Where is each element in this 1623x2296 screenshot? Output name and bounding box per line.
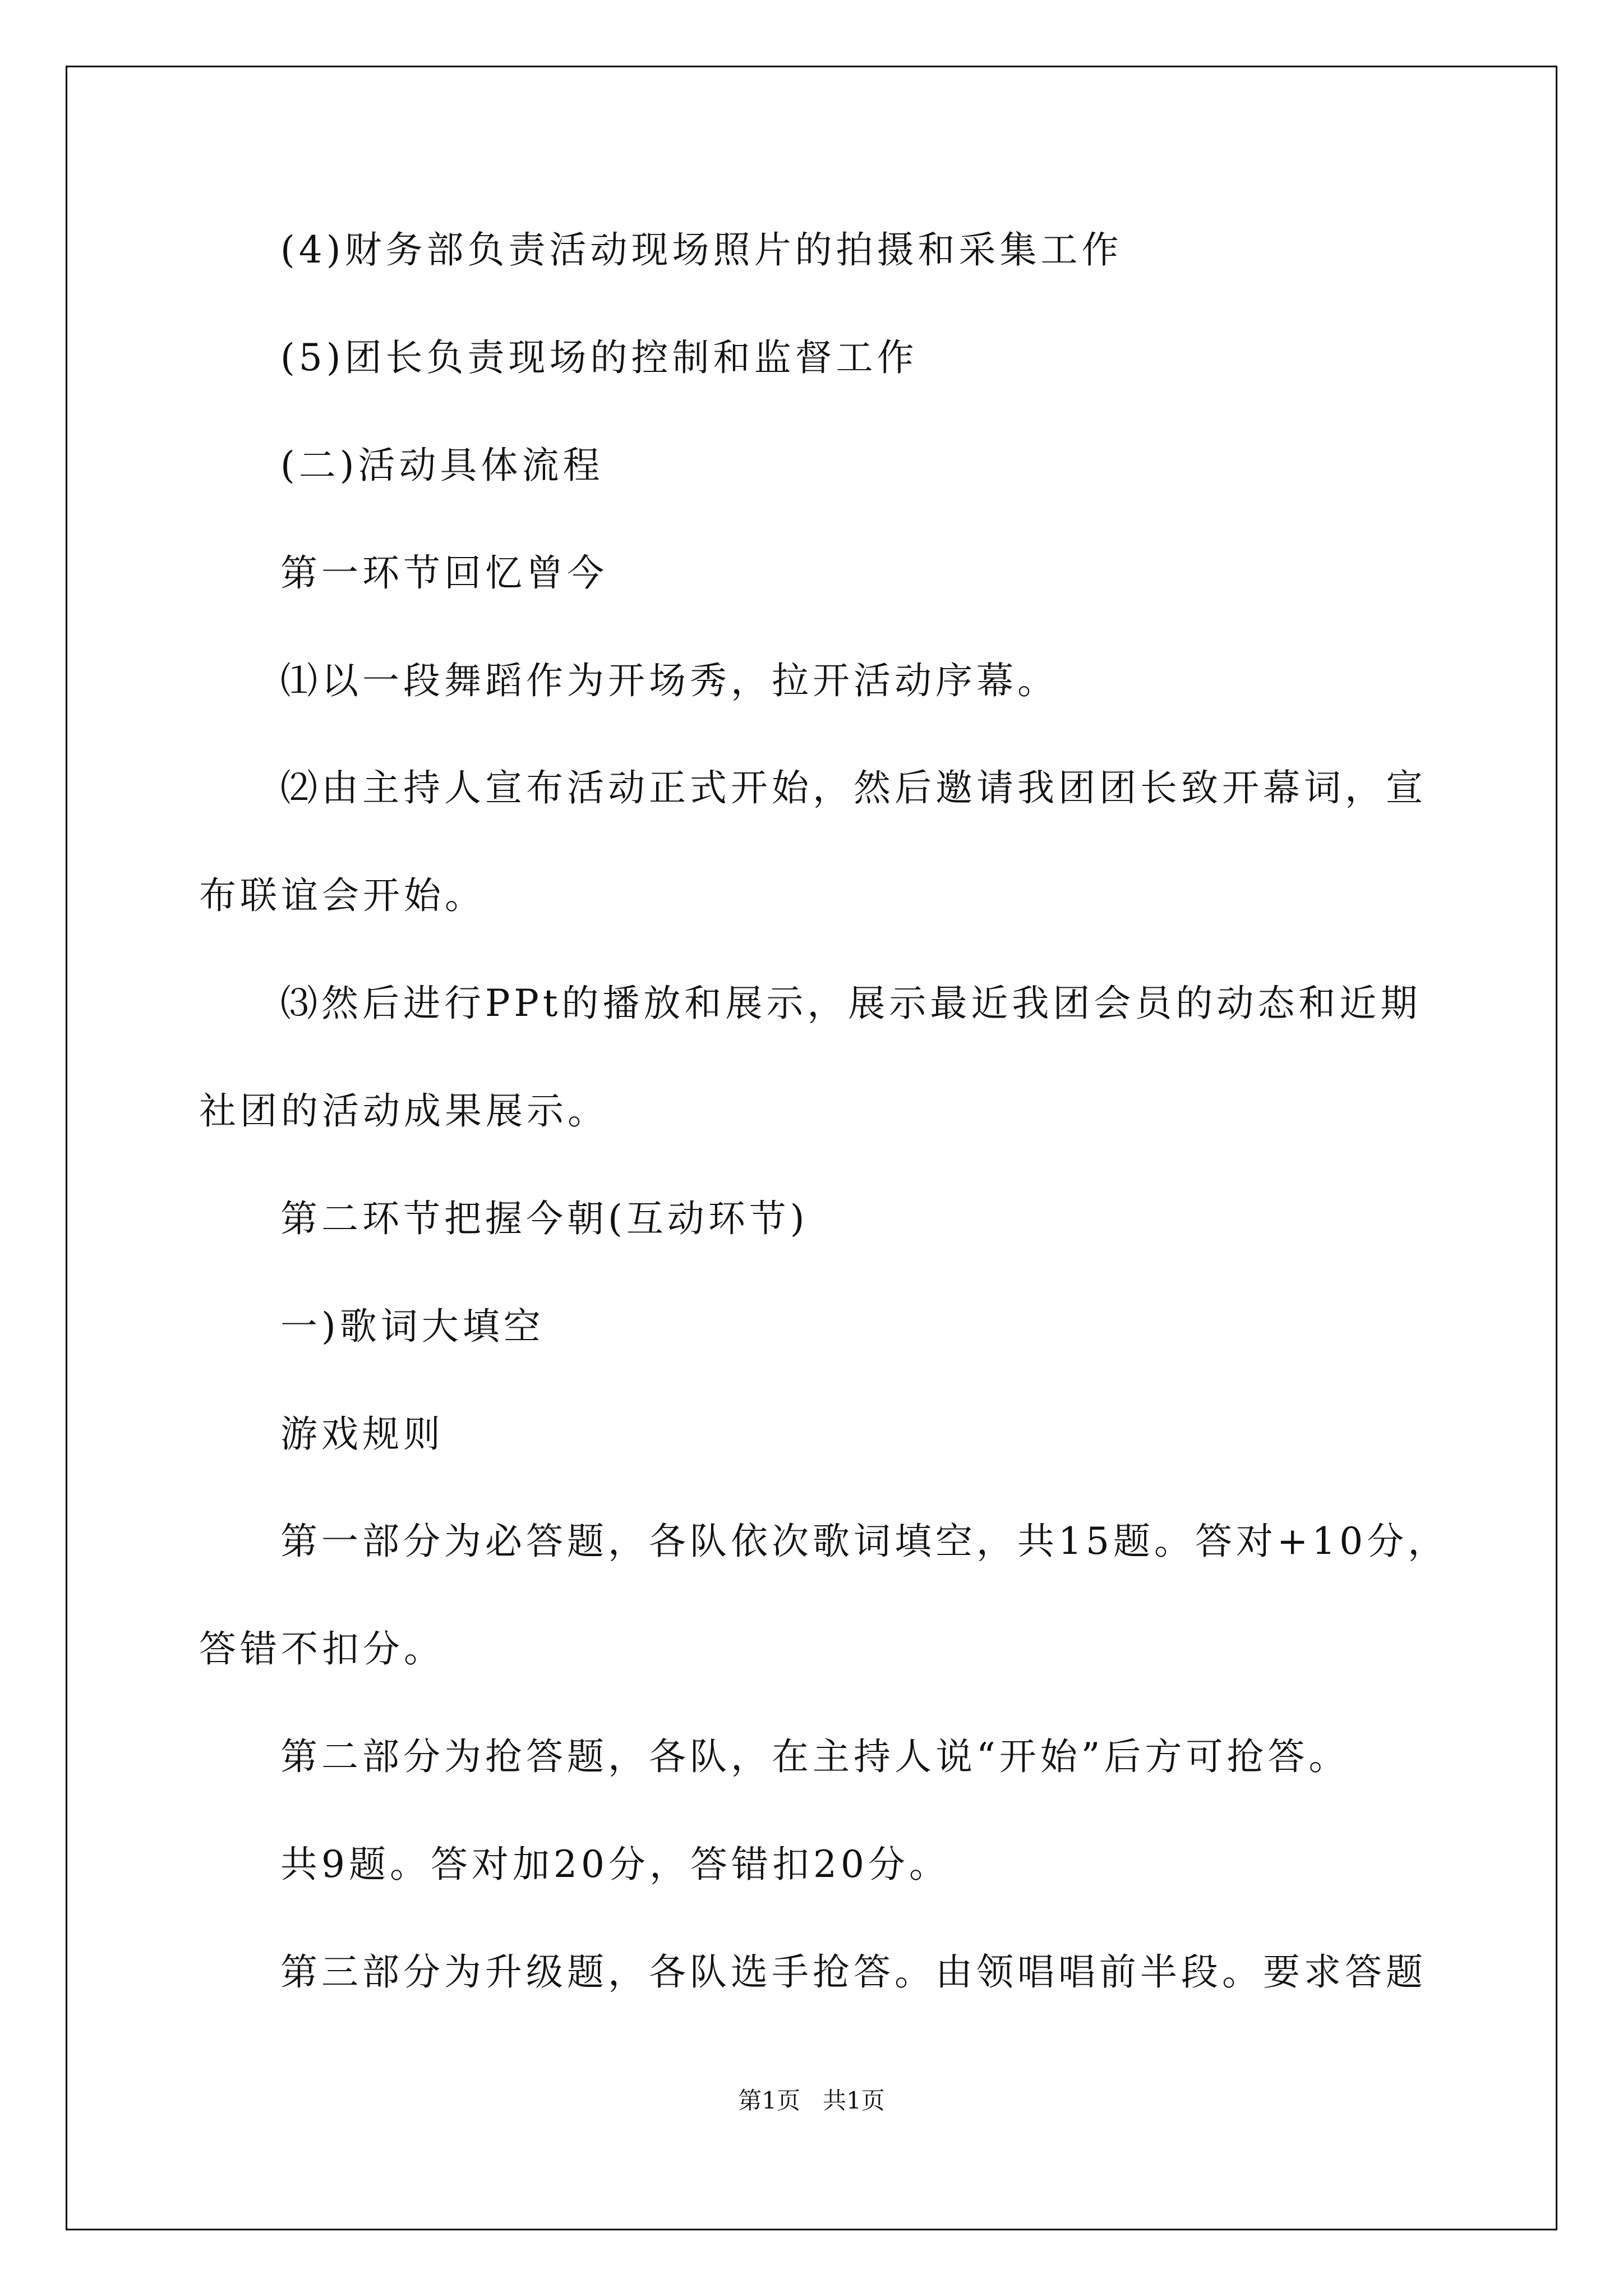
rule-part-two-cont: 共9题。答对加20分，答错扣20分。 xyxy=(280,1843,950,1886)
rule-part-one: 第一部分为必答题，各队依次歌词填空，共15题。答对+10分， xyxy=(280,1520,1449,1563)
line-dance-opening: ⑴以一段舞蹈作为开场秀，拉开活动序幕。 xyxy=(280,659,1058,702)
page-border xyxy=(66,66,1557,2230)
rule-part-two: 第二部分为抢答题，各队，在主持人说“开始”后方可抢答。 xyxy=(280,1735,1350,1778)
page-number-footer: 第1页 共1页 xyxy=(738,2087,885,2114)
stage-two-heading: 第二环节把握今朝(互动环节) xyxy=(280,1197,809,1240)
rule-part-three: 第三部分为升级题，各队选手抢答。由领唱唱前半段。要求答题 xyxy=(280,1950,1427,1994)
section-heading-process: (二)活动具体流程 xyxy=(280,444,604,487)
line-host-announce-cont: 布联谊会开始。 xyxy=(199,874,486,917)
line-ppt-show: ⑶然后进行PPt的播放和展示，展示最近我团会员的动态和近期 xyxy=(280,982,1422,1025)
stage-one-heading: 第一环节回忆曾今 xyxy=(280,551,608,595)
line-finance-dept: (4)财务部负责活动现场照片的拍摄和采集工作 xyxy=(280,228,1123,272)
game-rules-heading: 游戏规则 xyxy=(280,1412,444,1456)
rule-part-one-cont: 答错不扣分。 xyxy=(199,1627,445,1671)
game-title-lyrics: 一)歌词大填空 xyxy=(280,1305,545,1348)
line-leader-duty: (5)团长负责现场的控制和监督工作 xyxy=(280,336,918,379)
line-host-announce: ⑵由主持人宣布活动正式开始，然后邀请我团团长致开幕词，宣 xyxy=(280,766,1427,809)
line-ppt-show-cont: 社团的活动成果展示。 xyxy=(199,1089,608,1133)
